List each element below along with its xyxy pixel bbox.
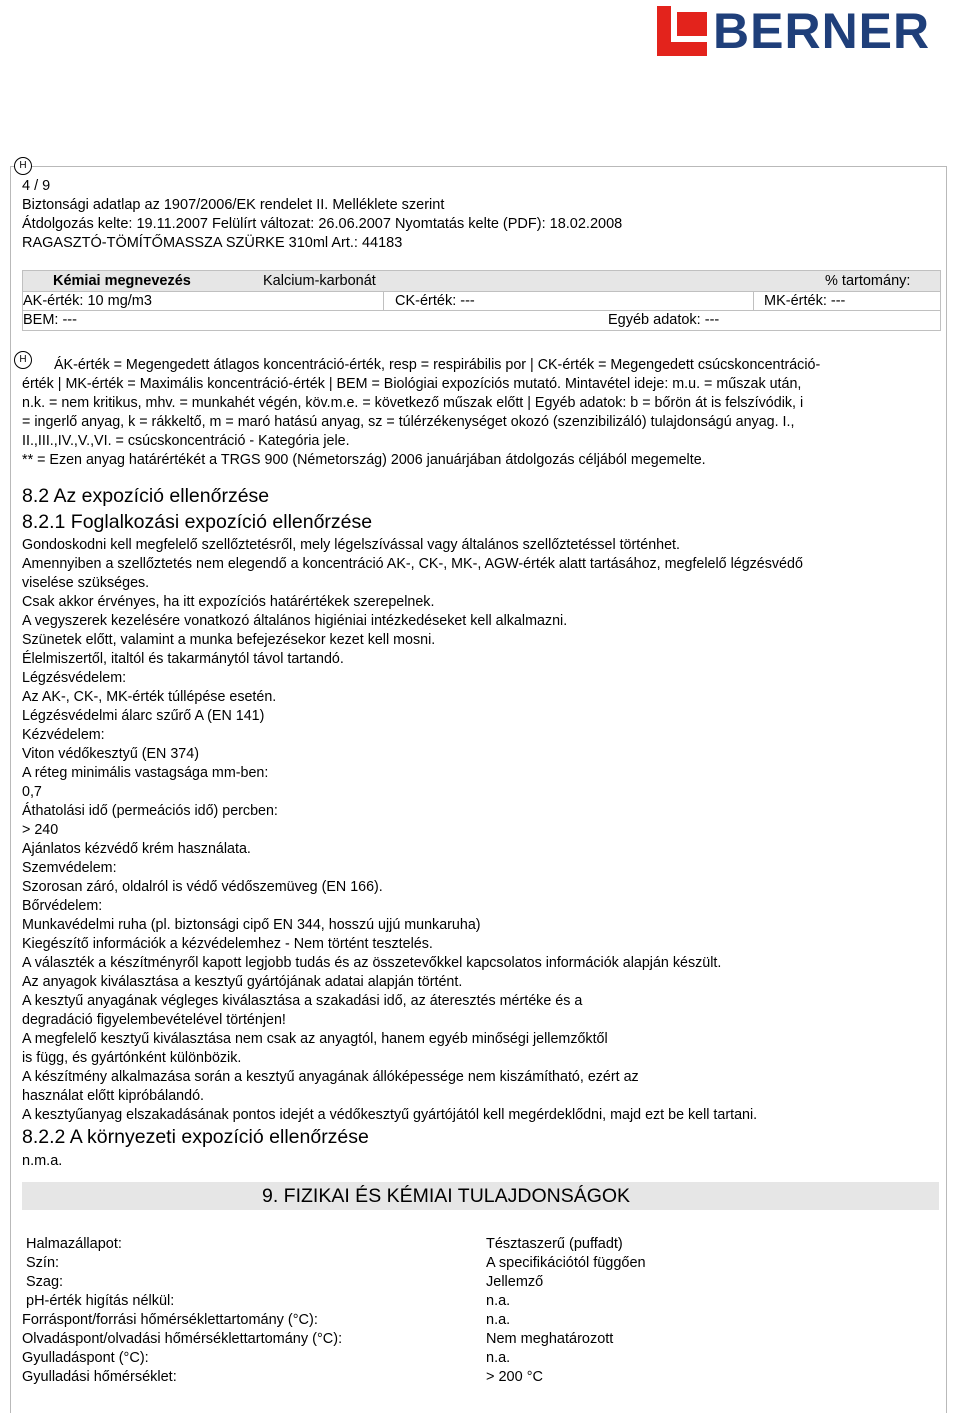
mk-value: MK-érték: --- <box>764 293 846 309</box>
body-line: is függ, és gyártónként különbözik. <box>22 1050 242 1066</box>
body-line: A készítmény alkalmazása során a kesztyű anyagának állóképessége nem kiszámítható, ezért az <box>22 1069 639 1085</box>
body-line: Csak akkor érvényes, ha itt expozíciós határértékek szerepelnek. <box>22 594 435 610</box>
body-line: A kesztyűanyag elszakadásának pontos idejét a védőkesztyű gyártójától kell megérdeklődni, majd ezt be kell tartani. <box>22 1107 758 1123</box>
property-label: Gyulladáspont (°C): <box>22 1350 149 1366</box>
berner-logo-text: BERNER <box>713 3 931 59</box>
body-line: Szünetek előtt, valamint a munka befejezésekor kezet kell mosni. <box>22 632 436 648</box>
legend-line: ** = Ezen anyag határértékét a TRGS 900 (Németország) 2006 januárjában átdolgozás céljából megemelte. <box>22 452 706 468</box>
other-data-value: Egyéb adatok: --- <box>608 312 720 328</box>
body-line: viselése szükséges. <box>22 575 150 591</box>
property-value: A specifikációtól függően <box>486 1255 646 1271</box>
body-line: A megfelelő kesztyű kiválasztása nem csak az anyagtól, hanem egyéb minőségi jellemzőktől <box>22 1031 608 1047</box>
property-label: Halmazállapot: <box>26 1236 122 1252</box>
section-9-bar <box>22 1182 939 1210</box>
body-line: Munkavédelmi ruha (pl. biztonsági cipő EN 344, hosszú ujjú munkaruha) <box>22 917 481 933</box>
page-number: 4 / 9 <box>22 178 51 194</box>
environmental-exposure-text: n.m.a. <box>22 1153 63 1169</box>
body-line: degradáció figyelembevételével történjen! <box>22 1012 286 1028</box>
body-line: > 240 <box>22 822 59 838</box>
property-value: Jellemző <box>486 1274 544 1290</box>
header-dates: Átdolgozás kelte: 19.11.2007 Felülírt változat: 26.06.2007 Nyomtatás kelte (PDF): 18.02.2008 <box>22 216 623 232</box>
property-label: Forráspont/forrási hőmérséklettartomány (°C): <box>22 1312 318 1328</box>
property-value: n.a. <box>486 1293 511 1309</box>
section-heading-9: 9. FIZIKAI ÉS KÉMIAI TULAJDONSÁGOK <box>262 1185 631 1207</box>
body-line: Szorosan záró, oldalról is védő védőszemüveg (EN 166). <box>22 879 383 895</box>
body-line: Élelmiszertől, italtól és takarmánytól távol tartandó. <box>22 651 344 667</box>
body-line: Kézvédelem: <box>22 727 105 743</box>
header-regulation: Biztonsági adatlap az 1907/2006/EK rendelet II. Melléklete szerint <box>22 197 445 213</box>
h-mark-icon: H <box>14 157 32 175</box>
body-line: 0,7 <box>22 784 42 800</box>
body-line: Légzésvédelem: <box>22 670 127 686</box>
h-mark-icon: H <box>14 351 32 369</box>
body-line: Amennyiben a szellőztetés nem elegendő a koncentráció AK-, CK-, MK-, AGW-érték alatt tartásához, megfelelő légzésvédő <box>22 556 803 572</box>
body-line: A réteg minimális vastagsága mm-ben: <box>22 765 269 781</box>
body-line: A vegyszerek kezelésére vonatkozó általános higiéniai intézkedéseket kell alkalmazni. <box>22 613 568 629</box>
property-value: Nem meghatározott <box>486 1331 614 1347</box>
legend-line: érték | MK-érték = Maximális koncentráció-érték | BEM = Biológiai expozíciós mutató. Mintavétel ideje: m.u. = műszak után, <box>22 376 802 392</box>
body-line: Az AK-, CK-, MK-érték túllépése esetén. <box>22 689 277 705</box>
substance-name: Kalcium-karbonát <box>263 273 376 289</box>
body-line: A választék a készítményről kapott legjobb tudás és az összetevőkkel kapcsolatos információk alapján készült. <box>22 955 722 971</box>
property-value: > 200 °C <box>486 1369 543 1385</box>
section-heading-8-2: 8.2 Az expozíció ellenőrzése <box>22 485 270 507</box>
berner-logo-mark <box>657 6 707 56</box>
property-label: Szag: <box>26 1274 64 1290</box>
section-heading-8-2-1: 8.2.1 Foglalkozási expozíció ellenőrzése <box>22 511 373 533</box>
occupational-exposure-text <box>22 536 937 1125</box>
property-label: Szín: <box>26 1255 60 1271</box>
body-line: Bőrvédelem: <box>22 898 103 914</box>
property-value: n.a. <box>486 1350 511 1366</box>
berner-logo <box>655 4 957 58</box>
body-line: Áthatolási idő (permeációs idő) percben: <box>22 803 278 819</box>
legend-line: II.,III.,IV.,V.,VI. = csúcskoncentráció - Kategória jele. <box>22 433 350 449</box>
percent-range-label: % tartomány: <box>825 273 911 289</box>
legend-line: = ingerlő anyag, k = rákkeltő, m = maró hatású anyag, sz = túlérzékenységet okozó (szenzibilizáló) tulajdonságú anyag. I., <box>22 414 795 430</box>
property-value: Tésztaszerű (puffadt) <box>486 1236 623 1252</box>
property-label: Gyulladási hőmérséklet: <box>22 1369 177 1385</box>
legend-line: n.k. = nem kritikus, mhv. = munkahét végén, köv.m.e. = következő műszak előtt | Egyéb adatok: b = bőrön át is felszívódik, i <box>22 395 804 411</box>
ck-value: CK-érték: --- <box>395 293 475 309</box>
body-line: Kiegészítő információk a kézvédelemhez - Nem történt tesztelés. <box>22 936 433 952</box>
body-line: A kesztyű anyagának végleges kiválasztása a szakadási idő, az áteresztés mértéke és a <box>22 993 583 1009</box>
legend-paragraph <box>22 356 937 470</box>
chemical-name-label: Kémiai megnevezés <box>53 273 191 289</box>
property-label: pH-érték higítás nélkül: <box>26 1293 175 1309</box>
property-value: n.a. <box>486 1312 511 1328</box>
body-line: Gondoskodni kell megfelelő szellőztetésről, mely légelszívással vagy általános szellőztetéssel történhet. <box>22 537 680 553</box>
chemical-table <box>22 270 941 331</box>
body-line: Viton védőkesztyű (EN 374) <box>22 746 199 762</box>
body-line: Az anyagok kiválasztása a kesztyű gyártójának adatai alapján történt. <box>22 974 463 990</box>
ak-value: AK-érték: 10 mg/m3 <box>23 293 152 309</box>
legend-line: ÁK-érték = Megengedett átlagos koncentráció-érték, resp = respirábilis por | CK-érték = Megengedett csúcskoncentráció- <box>54 357 821 373</box>
body-line: Légzésvédelmi álarc szűrő A (EN 141) <box>22 708 265 724</box>
section-heading-8-2-2: 8.2.2 A környezeti expozíció ellenőrzése <box>22 1126 369 1148</box>
body-line: használat előtt kipróbálandó. <box>22 1088 205 1104</box>
property-label: Olvadáspont/olvadási hőmérséklettartomány (°C): <box>22 1331 343 1347</box>
header-product: RAGASZTÓ-TÖMÍTŐMASSZA SZÜRKE 310ml Art.: 44183 <box>22 235 403 251</box>
body-line: Szemvédelem: <box>22 860 117 876</box>
bem-value: BEM: --- <box>23 312 77 328</box>
body-line: Ajánlatos kézvédő krém használata. <box>22 841 251 857</box>
